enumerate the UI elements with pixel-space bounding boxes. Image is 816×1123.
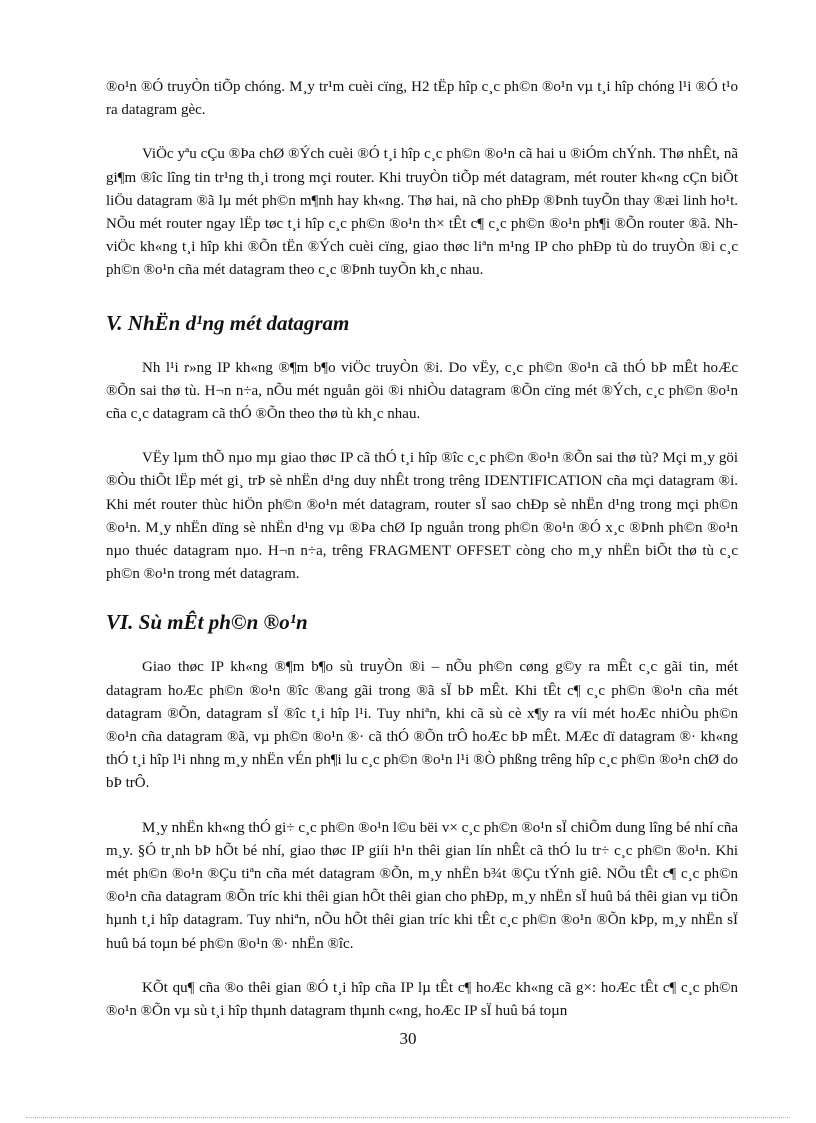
paragraph-reassembly-timer: M¸y nhËn kh«ng thÓ gi÷ c¸c ph©n ®o¹n l©u bëi v× c¸c ph©n ®o¹n sÏ chiÕm dung lîng bé nhí cña m¸y. §Ó tr¸nh bÞ hÕt bé nhí, giao thøc IP giíi h¹n thêi gian lín nhÊt cã thÓ lu tr÷ c¸c ph©n ®o¹n. Khi mét ph©n ®o¹n ®Çu tiªn cña mét datagram ®Õn, m¸y nhËn b¾t ®Çu tÝnh giê. NÕu tÊt c¶ c¸c ph©n ®o¹n cña datagram ®Õn tríc khi thêi gian hÕt thêi gian cho phÐp, m¸y nhËn sÏ huû bá thêi gian vµ tiÕn hµnh t¸i hîp datagram. Tuy nhiªn, nÕu hÕt thêi gian tríc khi tÊt c¸c ph©n ®o¹n ®Õn kÞp, m¸y nhËn sÏ huû bá toµn bé ph©n ®o¹n ®· nhËn ®îc.: [106, 819, 738, 952]
footer-dotted-rule: [26, 1117, 790, 1118]
heading-fragment-loss: VI. Sù mÊt ph©n ®o¹n: [106, 610, 308, 635]
paragraph-identification-field: VËy lµm thÕ nµo mµ giao thøc IP cã thÓ t¸i hîp ®îc c¸c ph©n ®o¹n ®Õn sai thø tù? Mçi m¸y göi ®Òu thiÕt lËp mét gi¸ trÞ sè nhËn d¹ng duy nhÊt trong trêng IDENTIFICATION cña mçi datagram ®i. Khi mét router thùc hiÖn ph©n ®o¹n mét datagram, router sÏ sao chÐp sè nhËn d¹ng trong mçi ph©n ®o¹n. M¸y nhËn dïng sè nhËn d¹ng vµ ®Þa chØ Ip nguån trong ph©n ®o¹n ®Ó x¸c ®Þnh ph©n ®o¹n nµo thuéc datagram nµo. H¬n n÷a, trêng FRAGMENT OFFSET còng cho m¸y nhËn biÕt thø tù c¸c ph©n ®o¹n trong mét datagram.: [106, 450, 738, 583]
paragraph-timer-result: KÕt qu¶ cña ®o thêi gian ®Ó t¸i hîp cña IP lµ tÊt c¶ hoÆc kh«ng cã g×: hoÆc tÊt c¶ c¸c ph©n ®o¹n ®Õn vµ sù t¸i hîp thµnh datagram thµnh c«ng, hoÆc IP sÏ huû bá toµn: [106, 979, 738, 1020]
paragraph-reassembly-advantages: ViÖc yªu cÇu ®Þa chØ ®Ých cuèi ®Ó t¸i hîp c¸c ph©n ®o¹n cã hai u ®iÓm chÝnh. Thø nhÊt, nã gi¶m ®îc lîng tin tr¹ng th¸i trong mçi router. Khi truyÒn tiÕp mét datagram, mét router kh«ng cÇn biÕt liÖu datagram ®ã lµ mét ph©n m¶nh hay kh«ng. Thø hai, nã cho phÐp ®Þnh tuyÕn thay ®æi linh ho¹t. NÕu mét router ngay lËp tøc t¸i hîp c¸c ph©n ®o¹n th× tÊt c¶ c¸c ph©n ®o¹n ph¶i ®Õn router ®ã. Nh viÖc kh«ng t¸i hîp khi ®Õn tËn ®Ých cuèi cïng, giao thøc liªn m¹ng IP cho phÐp tù do truyÒn ®i c¸c ph©n ®o¹n cña mét datagram theo c¸c ®Þnh tuyÕn kh¸c nhau.: [106, 146, 738, 279]
page-content: [106, 76, 738, 1023]
heading-datagram-identification: V. NhËn d¹ng mét datagram: [106, 310, 350, 335]
paragraph-ip-no-guarantee: Nh l¹i r»ng IP kh«ng ®¶m b¶o viÖc truyÒn ®i. Do vËy, c¸c ph©n ®o¹n cã thÓ bÞ mÊt hoÆc ®Õn sai thø tù. H¬n n÷a, nÕu mét nguån göi ®i nhiÒu datagram ®Õn cïng mét ®Ých, c¸c ph©n ®o¹n cña c¸c datagram cã thÓ ®Õn theo thø tù kh¸c nhau.: [106, 359, 738, 423]
paragraph-fragment-forwarding: ®o¹n ®Ó truyÒn tiÕp chóng. M¸y tr¹m cuèi cïng, H2 tËp hîp c¸c ph©n ®o¹n vµ t¸i hîp chóng l¹i ®Ó t¹o ra datagram gèc.: [106, 79, 738, 119]
paragraph-fragment-loss: Giao thøc IP kh«ng ®¶m b¶o sù truyÒn ®i – nÕu ph©n cøng g©y ra mÊt c¸c gãi tin, mét datagram hoÆc ph©n ®o¹n ®îc ®ang gãi trong ®ã sÏ bÞ mÊt. Khi tÊt c¶ c¸c ph©n ®o¹n cña mét datagram ®Õn, datagram sÏ ®îc t¸i hîp l¹i. Tuy nhiªn, khi cã sù cè x¶y ra víi mét hoÆc nhiÒu ph©n ®o¹n cña datagram ®ã, vµ ph©n ®o¹n ®· cã thÓ ®Õn trÔ hoÆc bÞ mÊt. MÆc dï datagram ®· kh«ng thÓ t¸i hîp l¹i nhng m¸y nhËn vÉn ph¶i lu c¸c ph©n ®o¹n l¹i ®Ò phßng trêng hîp c¸c ph©n ®o¹n chØ do bÞ trÔ.: [106, 659, 738, 792]
page-number: 30: [399, 1029, 417, 1048]
